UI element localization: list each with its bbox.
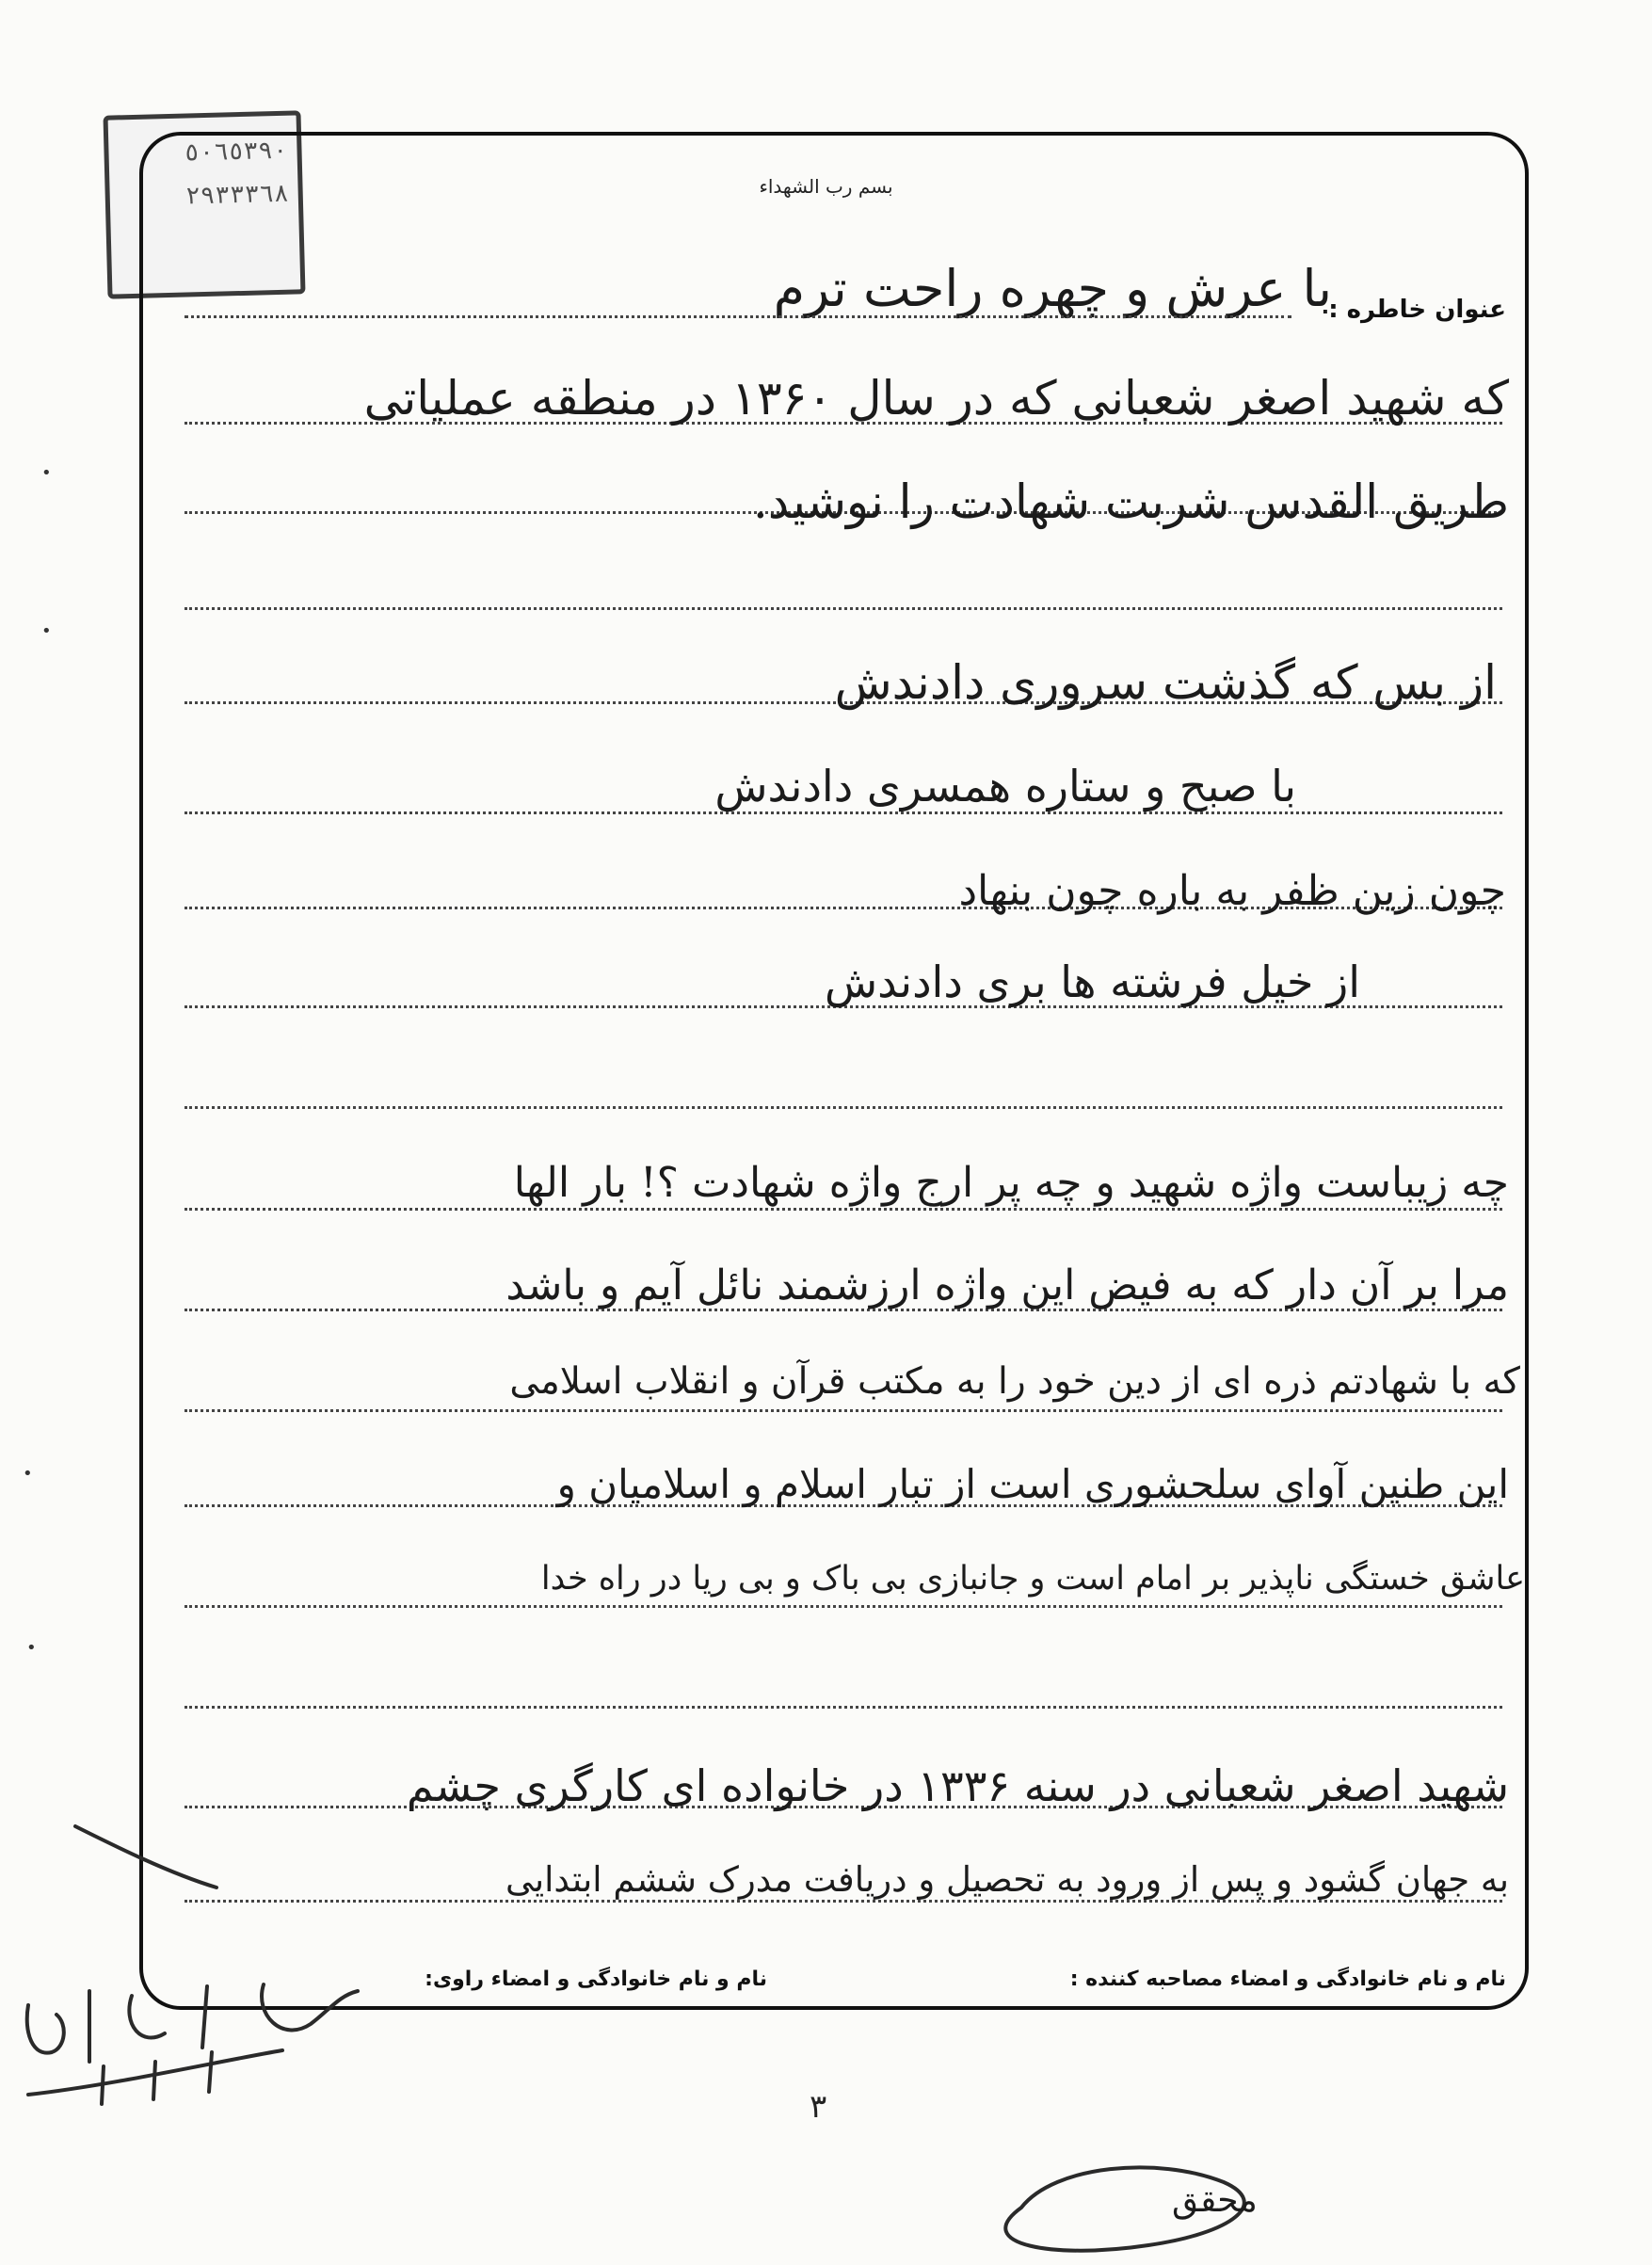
margin-dot: •: [26, 1638, 37, 1658]
signature: محقق: [1172, 2181, 1258, 2220]
handwritten-line: چون زین ظفر به باره چون بنهاد: [958, 867, 1506, 915]
handwritten-line: به جهان گشود و پس از ورود به تحصیل و دریافت مدرک ششم ابتدایی: [505, 1859, 1509, 1900]
handwritten-line: مرا بر آن دار که به فیض این واژه ارزشمند نائل آیم و باشد: [505, 1261, 1509, 1309]
stamp-line: ٥٠٦٥٣٩٠: [184, 136, 288, 168]
memory-title-label: عنوان خاطره :: [1328, 296, 1506, 324]
memory-title-value: با عرش و چهره راحت ترم: [773, 259, 1332, 318]
handwritten-line: که با شهادتم ذره ای از دین خود را به مکتب قرآن و انقلاب اسلامی: [509, 1360, 1520, 1403]
margin-dot: •: [41, 621, 52, 641]
margin-dot: •: [41, 463, 52, 483]
handwritten-line: که شهید اصغر شعبانی که در سال ۱۳۶۰ در منطقه عملیاتی: [363, 371, 1509, 426]
interviewer-label: نام و نام خانوادگی و امضاء مصاحبه کننده :: [1069, 1968, 1506, 1991]
stamp-line: ٢٩٣٣٣٦٨: [184, 179, 290, 211]
handwritten-line: طریق القدس شربت شهادت را نوشید.: [752, 474, 1509, 529]
handwritten-line: از بس که گذشت سروری دادندش: [834, 655, 1497, 710]
handwritten-line: این طنین آوای سلحشوری است از تبار اسلام و اسلامیان و: [556, 1461, 1509, 1507]
page-header: بسم رب الشهداء: [759, 175, 893, 198]
handwritten-line: چه زیباست واژه شهید و چه پر ارج واژه شهادت ؟! بار الها: [513, 1159, 1509, 1207]
handwritten-line: عاشق خستگی ناپذیر بر امام است و جانبازی بی باک و بی ریا در راه خدا: [540, 1560, 1525, 1598]
page-number: ۳: [810, 2088, 827, 2126]
handwritten-line: از خیل فرشته ها بری دادندش: [824, 956, 1360, 1007]
handwritten-line: با صبح و ستاره همسری دادندش: [714, 761, 1296, 811]
handwritten-line: شهید اصغر شعبانی در سنه ۱۳۳۶ در خانواده ای کارگری چشم: [406, 1760, 1509, 1811]
margin-dot: •: [23, 1464, 33, 1484]
narrator-label: نام و نام خانوادگی و امضاء راوی:: [425, 1968, 767, 1991]
